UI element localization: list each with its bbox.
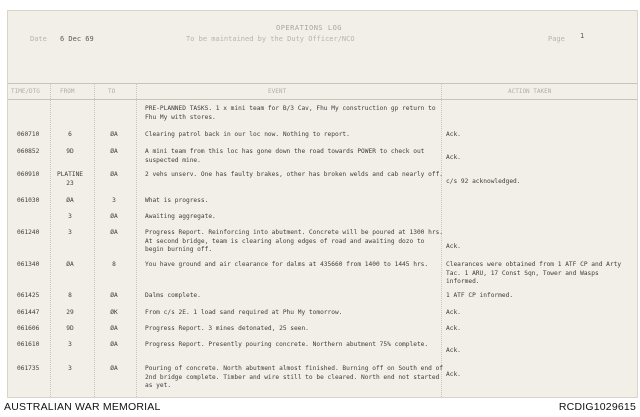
row-event: A mini team from this loc has gone down the road towards POWER to check out suspected mine. (145, 148, 425, 164)
row-event: You have ground and air clearance for dalms at 435660 from 1400 to 1445 hrs. (145, 261, 429, 268)
row-event: Dalms complete. (145, 292, 201, 299)
row-event: What is progress. (145, 197, 209, 204)
header-rule-top (8, 83, 637, 84)
date-value: 6 Dec 69 (60, 35, 94, 43)
row-to: ØA (110, 365, 118, 372)
column-divider (94, 83, 95, 397)
row-to: ØA (110, 131, 118, 138)
row-action: Ack. (446, 154, 461, 161)
row-event: Awaiting aggregate. (145, 213, 216, 220)
row-from: 8 (68, 292, 72, 299)
row-from: 3 (68, 341, 72, 348)
row-time: 061735 (17, 365, 40, 372)
row-time: 061425 (17, 292, 40, 299)
row-event: Progress Report. 3 mines detonated, 25 seen. (145, 325, 309, 332)
row-event: Progress Report. Presently pouring concrete. Northern abutment 75% complete. (145, 341, 429, 348)
footer-reference: RCDIG1029615 (558, 401, 636, 413)
row-from: 3 (68, 213, 72, 220)
row-from: 6 (68, 131, 72, 138)
row-to: ØA (110, 213, 118, 220)
date-label: Date (30, 35, 47, 43)
row-from: 3 (68, 229, 72, 236)
column-header-event: EVENT (268, 88, 287, 95)
row-action: Ack. (446, 131, 461, 138)
row-time: 061240 (17, 229, 40, 236)
row-time: 060710 (17, 131, 40, 138)
row-to: ØA (110, 171, 118, 178)
column-divider (50, 83, 51, 397)
row-to: ØA (110, 325, 118, 332)
row-event: From c/s 2E. 1 load sand required at Phu My tomorrow. (145, 309, 343, 316)
row-event: Progress Report. Reinforcing into abutment. Concrete will be poured at 1300 hrs. At second bridge, team is clearing along edges of road and awaiting dozo to begin burning off. (145, 229, 444, 254)
row-time: 061447 (17, 309, 40, 316)
row-to: 3 (112, 197, 116, 204)
column-divider (136, 83, 137, 397)
row-to: ØA (110, 148, 118, 155)
row-action: Clearances were obtained from 1 ATF CP and Arty Tac. 1 ARU, 17 Const Sqn, Tower and Wasps informed. (446, 261, 622, 286)
column-header-action: ACTION TAKEN (508, 88, 552, 95)
log-sheet (7, 10, 638, 398)
row-from: 9D (66, 325, 74, 332)
row-from: 3 (68, 365, 72, 372)
page-label: Page (548, 35, 565, 43)
row-time: 061606 (17, 325, 40, 332)
column-header-to: TO (108, 88, 116, 95)
row-action: 1 ATF CP informed. (446, 292, 514, 299)
row-time: 061030 (17, 197, 40, 204)
row-action: c/s 92 acknowledged. (446, 178, 521, 185)
header-rule-bottom (8, 99, 637, 100)
row-event: Clearing patrol back in our loc now. Nothing to report. (145, 131, 350, 138)
footer-credit: AUSTRALIAN WAR MEMORIAL (4, 401, 161, 413)
row-from: ØA (66, 261, 74, 268)
row-to: ØA (110, 341, 118, 348)
row-time: 060852 (17, 148, 40, 155)
row-from: PLATINE 23 (56, 171, 84, 187)
row-to: ØA (110, 229, 118, 236)
log-subtitle: To be maintained by the Duty Officer/NCO (186, 35, 355, 43)
column-header-from: FROM (60, 88, 75, 95)
row-action: Ack. (446, 325, 461, 332)
row-from: ØA (66, 197, 74, 204)
row-time: 060910 (17, 171, 40, 178)
row-event: PRE-PLANNED TASKS. 1 x mini team for B/3 Cav, Fhu My construction gp return to Fhu My with stores. (145, 105, 436, 121)
row-from: 29 (66, 309, 74, 316)
row-from: 9D (66, 148, 74, 155)
row-action: Ack. (446, 371, 461, 378)
row-event: Pouring of concrete. North abutment almost finished. Burning off on South end of 2nd bridge complete. Timber and wire still to be cleared. North end not started as yet. (145, 365, 444, 390)
row-action: Ack. (446, 309, 461, 316)
row-time: 061340 (17, 261, 40, 268)
row-action: Ack. (446, 347, 461, 354)
column-header-time: TIME/DTG (11, 88, 40, 95)
log-title: OPERATIONS LOG (276, 24, 343, 32)
row-time: 061610 (17, 341, 40, 348)
row-to: ØA (110, 292, 118, 299)
page-value: 1 (580, 32, 585, 40)
row-event: 2 vehs unserv. One has faulty brakes, other has broken welds and cab nearly off. (145, 171, 444, 178)
row-action: Ack. (446, 243, 461, 250)
row-to: ØK (110, 309, 118, 316)
row-to: 8 (112, 261, 116, 268)
